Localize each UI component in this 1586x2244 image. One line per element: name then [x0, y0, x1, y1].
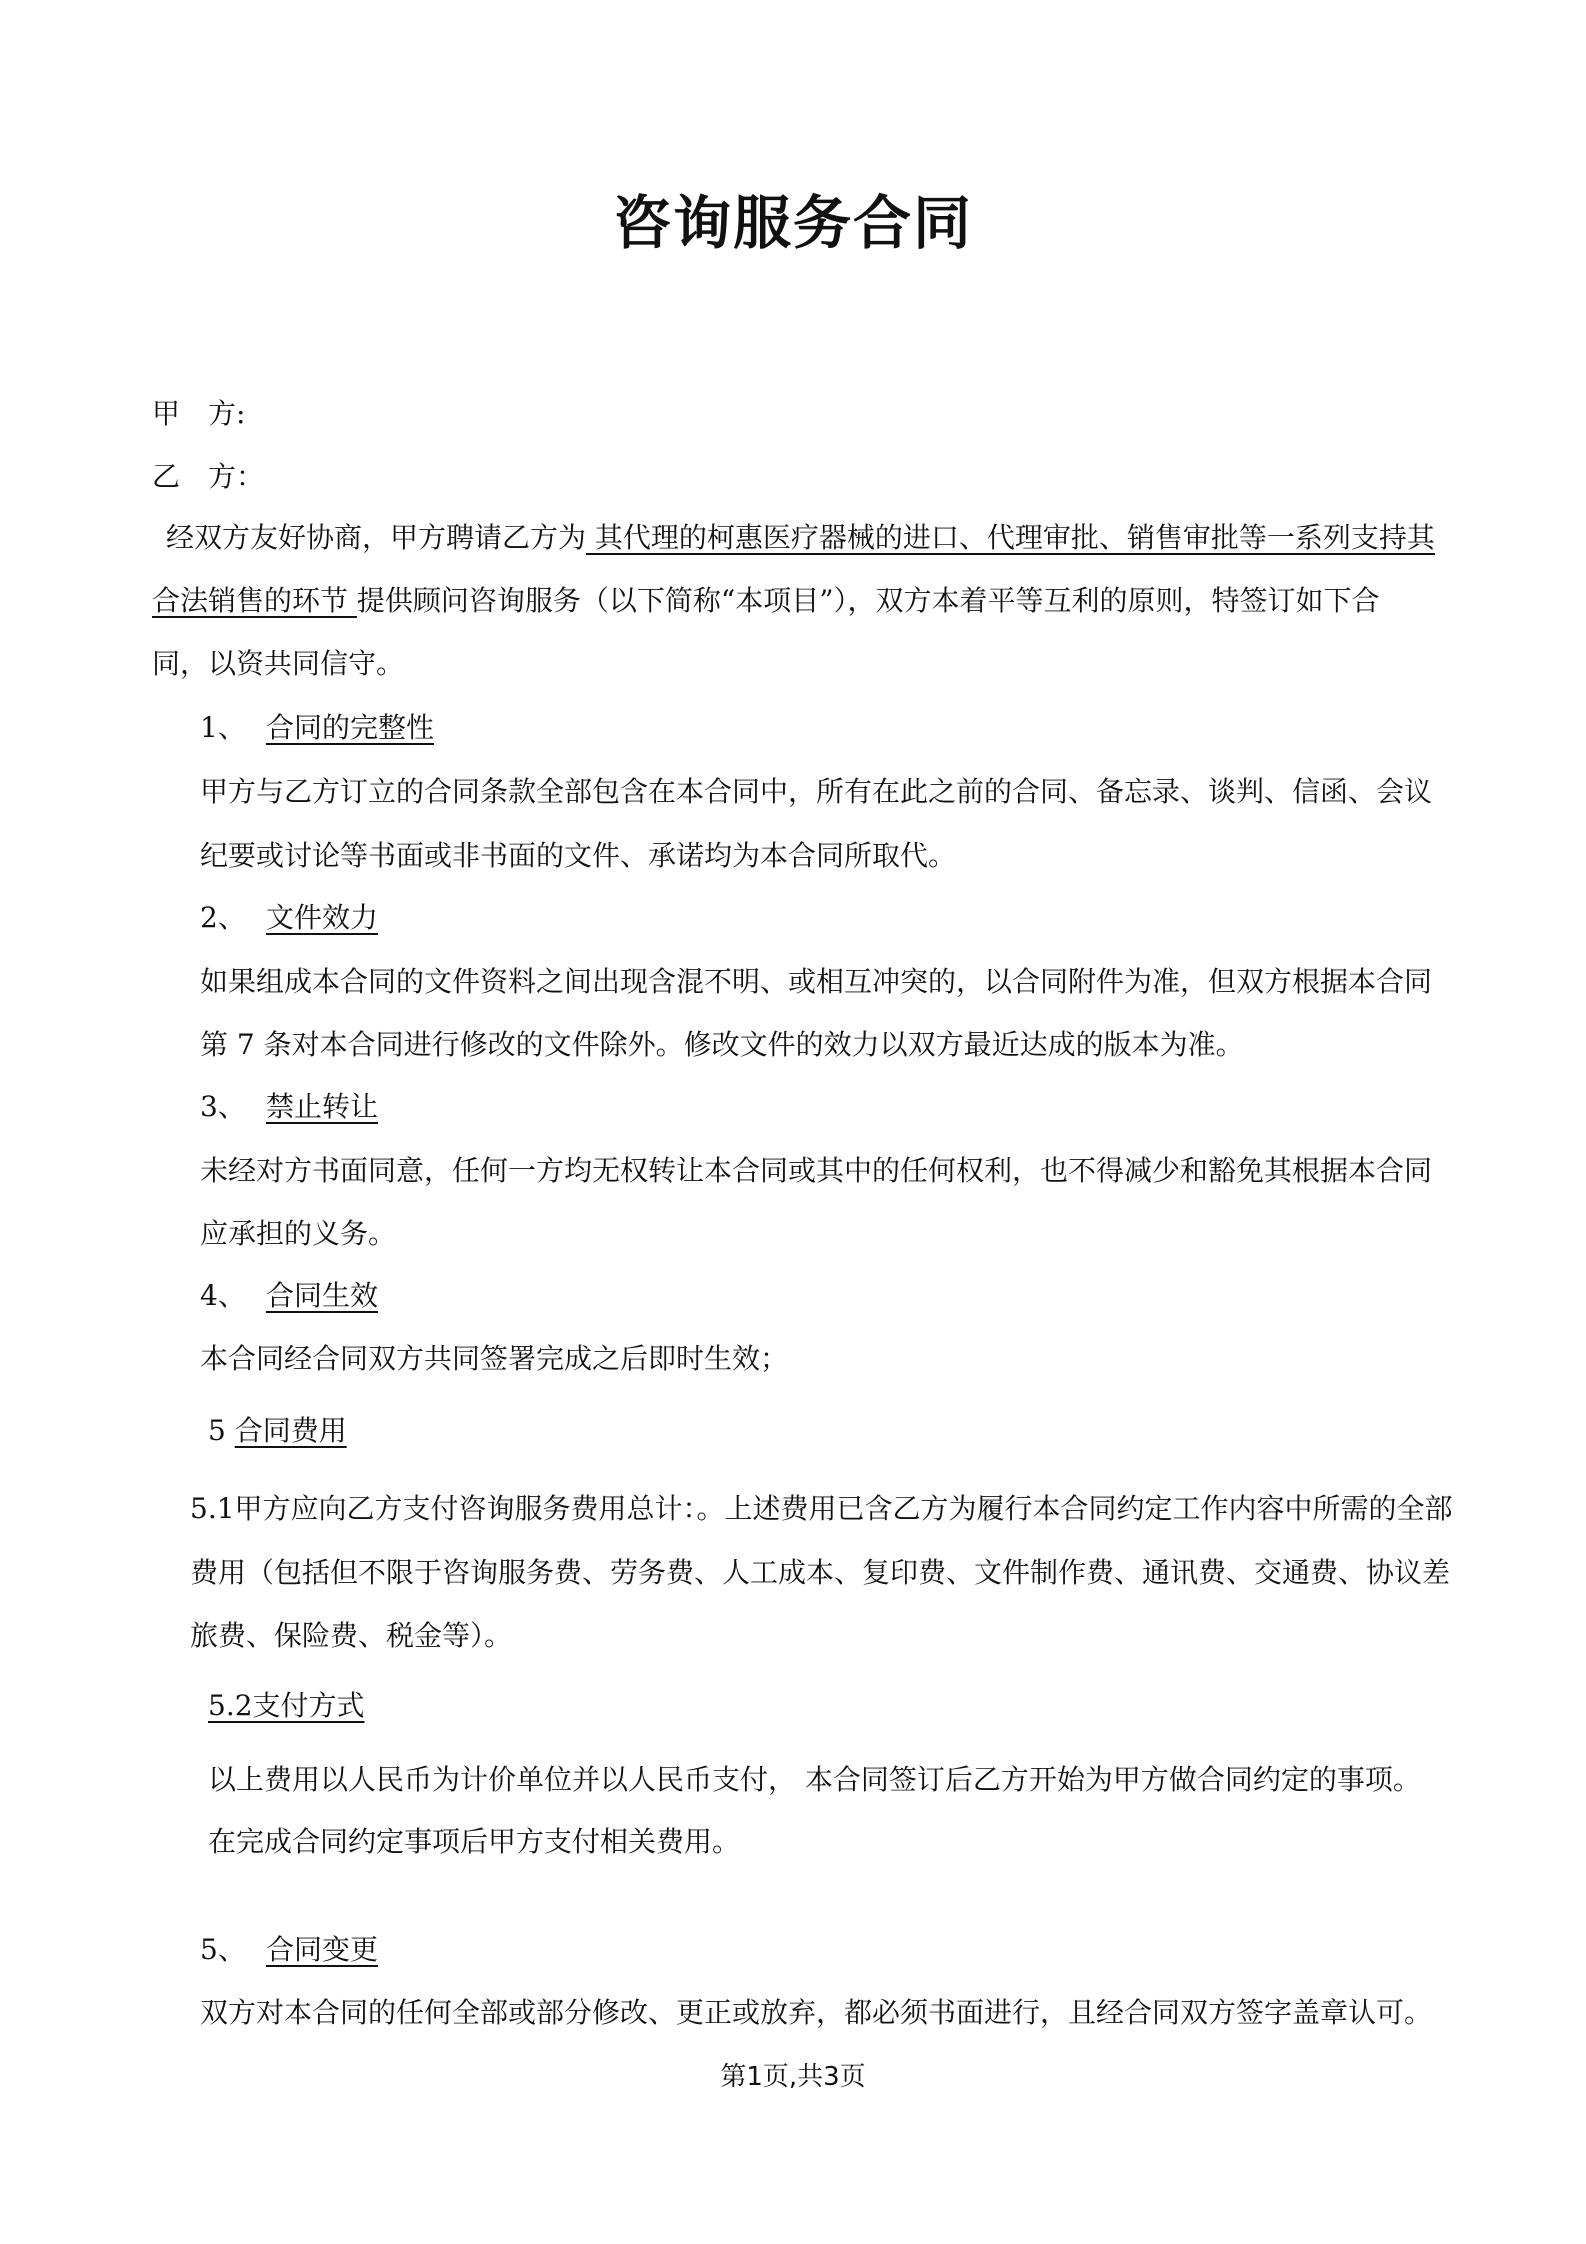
section-title: 合同变更 — [266, 1933, 379, 1966]
section-title: 禁止转让 — [266, 1090, 379, 1123]
intro-line-1 — [166, 518, 1435, 558]
section-1-line: 纪要或讨论等书面或非书面的文件、承诺均为本合同所取代。 — [200, 839, 957, 872]
intro-line-3: 同，以资共同信守。 — [152, 647, 405, 680]
section-number: 2、 — [200, 901, 246, 934]
section-number: 4、 — [200, 1279, 246, 1312]
intro-scope-underlined-cont: 合法销售的环节 — [152, 584, 357, 617]
party-a-label: 甲 方: — [152, 397, 246, 430]
section-5-2-line: 在完成合同约定事项后甲方支付相关费用。 — [208, 1825, 741, 1858]
section-title: 合同的完整性 — [266, 711, 435, 744]
intro-line-2 — [152, 581, 1380, 621]
section-5-heading — [208, 1411, 347, 1451]
section-2-heading — [200, 898, 378, 938]
party-b-label: 乙 方： — [152, 460, 265, 493]
section-title: 合同生效 — [266, 1279, 379, 1312]
section-5-1-line: 5.1甲方应向乙方支付咨询服务费用总计：。上述费用已含乙方为履行本合同约定工作内容中所需的全部 — [190, 1492, 1453, 1525]
section-title: 5.2支付方式 — [208, 1689, 365, 1722]
section-5-1-line: 旅费、保险费、税金等）。 — [190, 1619, 513, 1652]
section-3-line: 应承担的义务。 — [200, 1217, 397, 1250]
page-title: 咨询服务合同 — [612, 189, 973, 257]
section-number: 5、 — [200, 1933, 246, 1966]
section-1-heading — [200, 708, 434, 748]
page-number-footer: 第1页,共3页 — [720, 2062, 866, 2092]
intro-scope-underlined: 其代理的柯惠医疗器械的进口、代理审批、销售审批等一系列支持其 — [586, 521, 1435, 554]
section-5-1-line: 费用（包括但不限于咨询服务费、劳务费、人工成本、复印费、文件制作费、通讯费、交通费、协议差 — [190, 1556, 1451, 1589]
section-number: 3、 — [200, 1090, 246, 1123]
section-5-2-heading — [208, 1686, 365, 1726]
section-2-line: 如果组成本合同的文件资料之间出现含混不明、或相互冲突的，以合同附件为准，但双方根据本合同 — [200, 965, 1433, 998]
section-number: 5 — [208, 1414, 235, 1447]
section-4-heading — [200, 1276, 378, 1316]
section-3-line: 未经对方书面同意，任何一方均无权转让本合同或其中的任何权利，也不得减少和豁免其根据本合同 — [200, 1154, 1433, 1187]
intro-text: 经双方友好协商，甲方聘请乙方为 — [166, 521, 587, 554]
section-change-heading — [200, 1930, 378, 1970]
section-3-heading — [200, 1087, 378, 1127]
section-number: 1、 — [200, 711, 246, 744]
section-1-line: 甲方与乙方订立的合同条款全部包含在本合同中，所有在此之前的合同、备忘录、谈判、信函、会议 — [200, 775, 1433, 808]
section-2-line: 第 7 条对本合同进行修改的文件除外。修改文件的效力以双方最近达成的版本为准。 — [200, 1028, 1244, 1061]
section-title: 文件效力 — [266, 901, 379, 934]
section-5-2-line: 以上费用以人民币为计价单位并以人民币支付， 本合同签订后乙方开始为甲方做合同约定的事项。 — [208, 1763, 1421, 1796]
section-change-line: 双方对本合同的任何全部或部分修改、更正或放弃，都必须书面进行，且经合同双方签字盖章认可。 — [200, 1996, 1433, 2029]
section-4-line: 本合同经合同双方共同签署完成之后即时生效； — [200, 1342, 789, 1375]
intro-text-cont: 提供顾问咨询服务（以下简称“本项目”），双方本着平等互利的原则，特签订如下合 — [356, 584, 1380, 617]
section-title: 合同费用 — [234, 1414, 347, 1447]
